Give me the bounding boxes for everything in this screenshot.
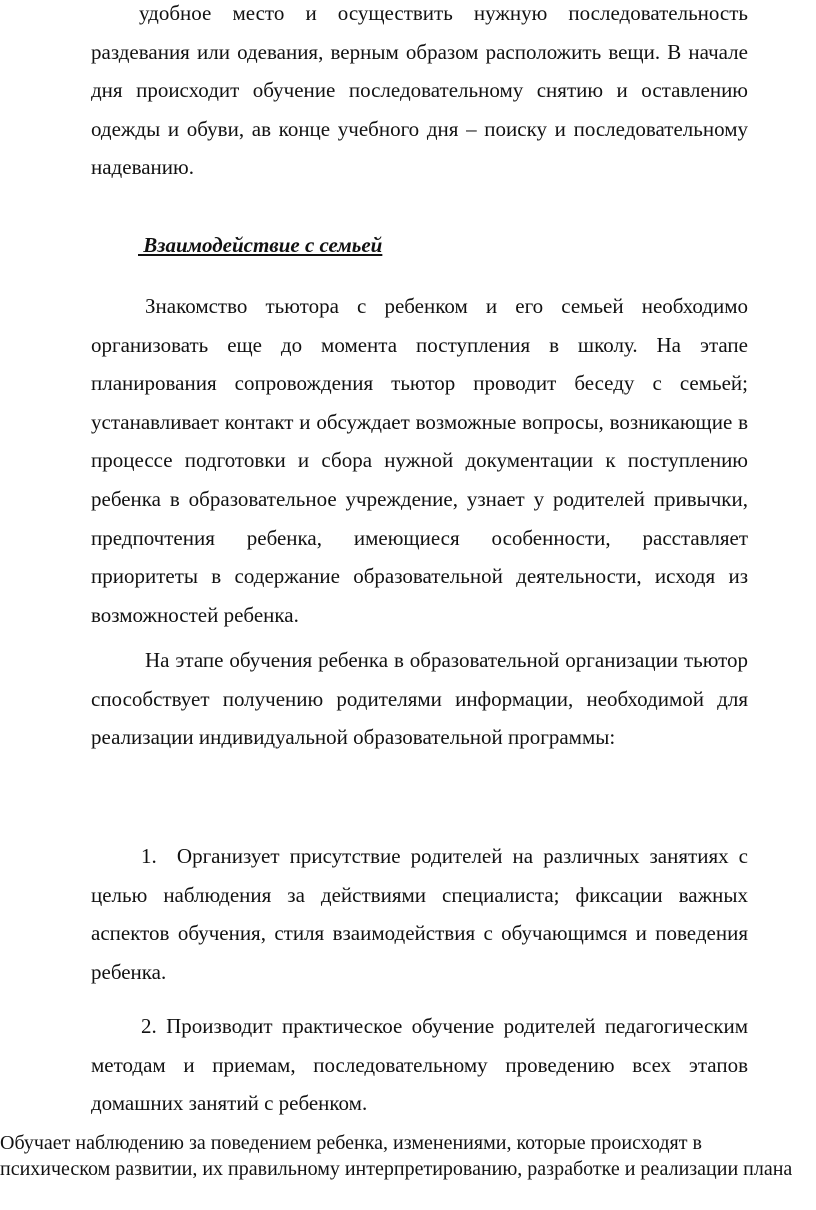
paragraph-family-acquaintance: Знакомство тьютора с ребенком и его семьей необходимо организовать еще до момента поступления в школу. На этапе планирования сопровождения тьютор проводит беседу с семьей; устанавливает контакт и обсуждает возможные вопросы, возникающие в процессе подготовки и сбора нужной документации к поступлению ребенка в образовательное учреждение, узнает у родителей привычки, предпочтения ребенка, имеющиеся особенности, расставляет приоритеты в содержание образовательной деятельности, исходя из возможностей ребенка. bbox=[91, 294, 748, 627]
section-heading: Взаимодействие с семьей bbox=[138, 233, 383, 257]
paragraph-learning-stage: На этапе обучения ребенка в образовательной организации тьютор способствует получению родителями информации, необходимой для реализации индивидуальной образовательной программы: bbox=[91, 648, 748, 750]
list-item-1 bbox=[91, 837, 748, 991]
list-number: 2. bbox=[141, 1014, 157, 1038]
list-item-text: Организует присутствие родителей на различных занятиях с целью наблюдения за действиями специалиста; фиксации важных аспектов обучения, стиля взаимодействия с обучающимся и поведения ребенка. bbox=[91, 844, 748, 984]
paragraph-dressing-routine-text: удобное место и осуществить нужную последовательность раздевания или одевания, верным образом расположить вещи. В начале дня происходит обучение последовательному снятию и оставлению одежды и обуви, ав конце учебного дня – поиску и последовательному надеванию. bbox=[91, 1, 748, 180]
paragraph-observation-training: Обучает наблюдению за поведением ребенка, изменениями, которые происходят в психическом развитии, их правильному интерпретированию, разработке и реализации плана bbox=[0, 1132, 793, 1180]
list-item-text: Производит практическое обучение родителей педагогическим методам и приемам, последовательному проведению всех этапов домашних занятий с ребенком. bbox=[91, 1014, 748, 1116]
list-item-2 bbox=[91, 1007, 748, 1123]
paragraph-dressing-routine bbox=[91, 0, 748, 187]
list-number: 1. bbox=[141, 844, 157, 868]
